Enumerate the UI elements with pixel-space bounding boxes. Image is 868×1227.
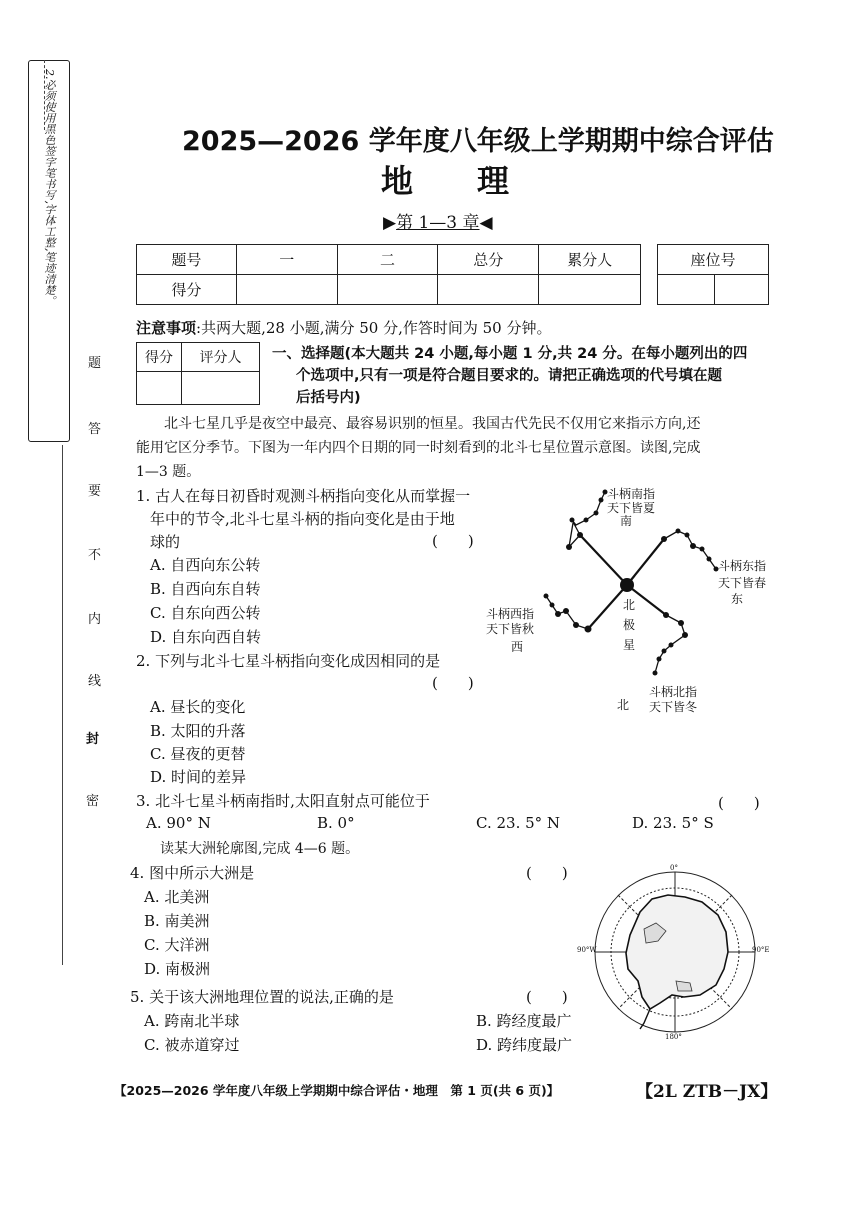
seat-input-cell[interactable] xyxy=(715,275,769,305)
label-west-1: 斗柄西指 xyxy=(486,607,535,621)
notice-label: 注意事项 xyxy=(136,319,197,337)
label-south-1: 斗柄南指 xyxy=(607,487,656,501)
score-input-cell[interactable] xyxy=(236,275,337,305)
star xyxy=(682,632,688,638)
seal-char-5: 内 xyxy=(88,612,102,627)
score-row-label: 得分 xyxy=(137,275,237,305)
antarctica-map xyxy=(580,857,770,1047)
q4-answer-bracket[interactable]: ( ) xyxy=(526,864,568,882)
notice-text: :共两大题,28 小题,满分 50 分,作答时间为 50 分钟。 xyxy=(196,319,552,337)
triangle-left-icon: ◀ xyxy=(479,213,493,233)
seat-input-cell[interactable] xyxy=(658,275,715,305)
seal-char-7: 封 xyxy=(86,732,100,747)
label-south-3: 南 xyxy=(620,514,633,528)
map-label-top: 0° xyxy=(670,864,678,872)
q3-answer-bracket[interactable]: ( ) xyxy=(718,794,760,812)
q4-option-d: D. 南极洲 xyxy=(144,960,211,978)
score-header-cell: 二 xyxy=(337,245,438,275)
chapter-range xyxy=(383,208,493,233)
q5-option-d: D. 跨纬度最广 xyxy=(476,1036,573,1054)
q5-option-b: B. 跨经度最广 xyxy=(476,1012,572,1030)
triangle-right-icon: ▶ xyxy=(383,213,397,233)
star xyxy=(707,557,712,562)
seal-char-8: 密 xyxy=(86,794,100,809)
q5-option-a: A. 跨南北半球 xyxy=(144,1012,240,1030)
star xyxy=(661,536,667,542)
seat-label: 座位号 xyxy=(658,245,769,275)
footer-left: 【2025—2026 学年度八年级上学期期中综合评估・地理 第 1 页(共 6 页)】 xyxy=(114,1083,560,1098)
label-west-2: 天下皆秋 xyxy=(486,622,535,636)
footer-right: 【2L ZTB－JX】 xyxy=(636,1082,778,1102)
q2-option-d: D. 时间的差异 xyxy=(150,768,247,786)
seal-char-4: 不 xyxy=(88,548,102,563)
star xyxy=(678,620,684,626)
star xyxy=(570,518,575,523)
notice xyxy=(136,317,551,338)
q5-option-c: C. 被赤道穿过 xyxy=(144,1036,240,1054)
star xyxy=(594,511,599,516)
intro-line-1: 北斗七星几乎是夜空中最亮、最容易识别的恒星。我国古代先民不仅用它来指示方向,还 xyxy=(164,416,701,432)
big-dipper-diagram xyxy=(488,483,748,723)
star xyxy=(577,532,583,538)
intro-2: 读某大洲轮廓图,完成 4—6 题。 xyxy=(160,841,360,857)
dipper-arm-east xyxy=(627,539,664,585)
map-label-bottom: 180° xyxy=(665,1033,682,1041)
star xyxy=(573,622,579,628)
map-label-left: 90°W xyxy=(577,946,597,954)
star xyxy=(550,603,555,608)
section1-heading-1: 一、选择题(本大题共 24 小题,每小题 1 分,共 24 分。在每小题列出的四 xyxy=(272,346,748,362)
star xyxy=(599,498,604,503)
star xyxy=(544,594,549,599)
score-input-cell[interactable] xyxy=(438,275,539,305)
intro-line-3: 1—3 题。 xyxy=(136,464,201,480)
seal-char-2: 答 xyxy=(88,422,102,437)
label-east-2: 天下皆春 xyxy=(718,576,767,590)
polaris-star xyxy=(620,578,634,592)
label-east-1: 斗柄东指 xyxy=(718,559,767,573)
q4-option-b: B. 南美洲 xyxy=(144,912,210,930)
seal-char-3: 要 xyxy=(88,484,102,499)
star xyxy=(657,657,662,662)
margin-notice: 2.必须使用黑色签字笔书写,字体工整,笔迹清楚。 xyxy=(43,69,56,307)
star xyxy=(566,544,572,550)
dipper-arm-south xyxy=(580,535,627,585)
q2-stem: 2. 下列与北斗七星斗柄指向变化成因相同的是 xyxy=(136,652,441,670)
score-header-cell: 一 xyxy=(236,245,337,275)
star xyxy=(676,529,681,534)
score-input-cell[interactable] xyxy=(337,275,438,305)
star xyxy=(585,626,592,633)
section1-score-box xyxy=(136,342,260,405)
q1-option-a: A. 自西向东公转 xyxy=(150,556,261,574)
q4-option-a: A. 北美洲 xyxy=(144,888,210,906)
q1-option-b: B. 自西向东自转 xyxy=(150,580,261,598)
score-header-cell: 总分 xyxy=(438,245,539,275)
label-west-3: 西 xyxy=(511,640,524,654)
star xyxy=(662,649,667,654)
section-grader-cell[interactable] xyxy=(182,372,260,405)
star xyxy=(584,518,589,523)
label-east-3: 东 xyxy=(731,592,744,606)
q2-answer-bracket[interactable]: ( ) xyxy=(432,674,474,692)
q4-stem: 4. 图中所示大洲是 xyxy=(130,864,255,882)
q2-option-b: B. 太阳的升落 xyxy=(150,722,246,740)
q1-line-2: 年中的节令,北斗七星斗柄的指向变化是由于地 xyxy=(150,510,455,528)
map-label-right: 90°E xyxy=(752,946,770,954)
q1-option-c: C. 自东向西公转 xyxy=(150,604,261,622)
intro-line-2: 能用它区分季节。下图为一年内四个日期的同一时刻看到的北斗七星位置示意图。读图,完成 xyxy=(136,440,701,456)
subject-title: 地 理 xyxy=(381,162,510,200)
score-header-cell: 累分人 xyxy=(539,245,641,275)
q3-option-c: C. 23. 5° N xyxy=(476,814,561,832)
label-polaris-3: 星 xyxy=(623,638,636,652)
star xyxy=(563,608,569,614)
score-table xyxy=(136,244,641,305)
label-north-1: 斗柄北指 xyxy=(649,685,698,699)
q3-option-d: D. 23. 5° S xyxy=(632,814,714,832)
q2-option-a: A. 昼长的变化 xyxy=(150,698,246,716)
star xyxy=(700,547,705,552)
exam-title: 2025—2026 学年度八年级上学期期中综合评估 xyxy=(182,126,774,157)
dipper-east-stars xyxy=(664,531,716,569)
chapter-label: 第 1—3 章 xyxy=(396,213,480,233)
q1-option-d: D. 自东向西自转 xyxy=(150,628,262,646)
section-score-cell[interactable] xyxy=(137,372,182,405)
continent-outline xyxy=(626,895,728,1009)
star xyxy=(555,611,561,617)
seal-char-6: 线 xyxy=(88,674,102,689)
seat-table xyxy=(657,244,769,305)
q1-line-1: 1. 古人在每日初昏时观测斗柄指向变化从而掌握一 xyxy=(136,487,471,505)
q1-line-3: 球的 xyxy=(150,533,181,551)
margin-decoration xyxy=(44,60,55,130)
section1-heading-2: 个选项中,只有一项是符合题目要求的。请把正确选项的代号填在题 xyxy=(296,368,723,384)
q3-option-a: A. 90° N xyxy=(146,814,211,832)
star xyxy=(653,671,658,676)
q5-stem: 5. 关于该大洲地理位置的说法,正确的是 xyxy=(130,988,394,1006)
q3-option-b: B. 0° xyxy=(317,814,355,832)
q3-stem: 3. 北斗七星斗柄南指时,太阳直射点可能位于 xyxy=(136,792,430,810)
section1-heading-3: 后括号内) xyxy=(296,390,361,406)
binding-line xyxy=(62,445,63,965)
dipper-arm-west xyxy=(588,585,627,629)
section-grader-label: 评分人 xyxy=(182,343,260,372)
score-header-cell: 题号 xyxy=(137,245,237,275)
star xyxy=(663,612,669,618)
label-south-2: 天下皆夏 xyxy=(607,501,656,515)
star xyxy=(685,533,690,538)
score-input-cell[interactable] xyxy=(539,275,641,305)
label-polaris-2: 极 xyxy=(623,618,636,632)
label-north-dir: 北 xyxy=(617,698,630,712)
q2-option-c: C. 昼夜的更替 xyxy=(150,745,246,763)
q4-option-c: C. 大洋洲 xyxy=(144,936,210,954)
label-polaris-1: 北 xyxy=(623,598,636,612)
section-score-label: 得分 xyxy=(137,343,182,372)
q1-answer-bracket[interactable]: ( ) xyxy=(432,532,474,550)
star xyxy=(690,543,696,549)
seal-char-1: 题 xyxy=(88,356,102,371)
star xyxy=(669,643,674,648)
q5-answer-bracket[interactable]: ( ) xyxy=(526,988,568,1006)
label-north-2: 天下皆冬 xyxy=(649,700,698,714)
